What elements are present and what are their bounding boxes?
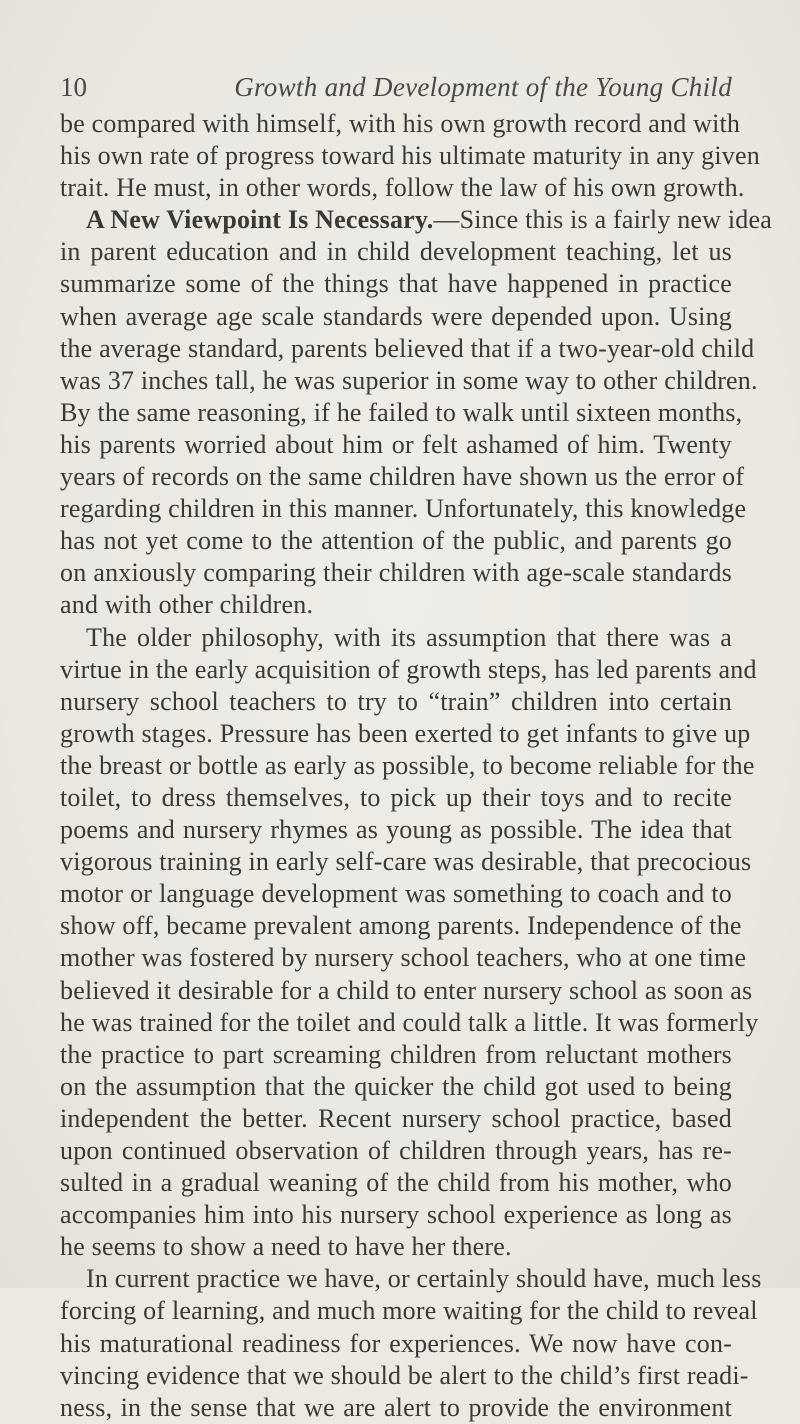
text-line: vincing evidence that we should be alert to the child’s first readi- bbox=[60, 1360, 749, 1390]
text-line: motor or language development was something to coach and to bbox=[60, 879, 732, 909]
text-line: show off, became prevalent among parents. Independence of the bbox=[60, 911, 742, 941]
text-line: on anxiously comparing their children with age-scale standards bbox=[60, 558, 732, 588]
text-line-continuation: —Since this is a fairly new idea bbox=[433, 205, 772, 235]
text-line: the average standard, parents believed that if a two-year-old child bbox=[60, 333, 755, 363]
text-line: mother was fostered by nursery school teachers, who at one time bbox=[60, 943, 747, 973]
text-line: The older philosophy, with its assumption that there was a bbox=[86, 622, 732, 652]
text-line: and with other children. bbox=[60, 590, 314, 620]
text-line: trait. He must, in other words, follow the law of his own growth. bbox=[60, 173, 745, 203]
text-line: in parent education and in child development teaching, let us bbox=[60, 237, 732, 267]
running-head bbox=[60, 70, 732, 104]
text-line: years of records on the same children have shown us the error of bbox=[60, 462, 745, 492]
text-line: virtue in the early acquisition of growth steps, has led parents and bbox=[60, 654, 757, 684]
text-line: In current practice we have, or certainly should have, much less bbox=[86, 1264, 762, 1294]
text-line: the practice to part screaming children from reluctant mothers bbox=[60, 1039, 732, 1069]
text-line: sulted in a gradual weaning of the child from his mother, who bbox=[60, 1168, 732, 1198]
body-text bbox=[60, 108, 772, 1424]
text-line: his parents worried about him or felt ashamed of him. Twenty bbox=[60, 429, 732, 459]
text-line: on the assumption that the quicker the child got used to being bbox=[60, 1071, 732, 1101]
text-line bbox=[60, 204, 772, 236]
text-line: his maturational readiness for experiences. We now have con- bbox=[60, 1328, 732, 1358]
text-line: ness, in the sense that we are alert to provide the environment bbox=[60, 1392, 732, 1422]
text-line: summarize some of the things that have happened in practice bbox=[60, 269, 732, 299]
page-number: 10 bbox=[60, 72, 87, 102]
text-line: growth stages. Pressure has been exerted to get infants to give up bbox=[60, 718, 751, 748]
text-line: regarding children in this manner. Unfortunately, this knowledge bbox=[60, 494, 747, 524]
text-line: believed it desirable for a child to enter nursery school as soon as bbox=[60, 975, 753, 1005]
text-line: independent the better. Recent nursery school practice, based bbox=[60, 1103, 732, 1133]
text-line: vigorous training in early self-care was desirable, that precocious bbox=[60, 847, 752, 877]
text-line: By the same reasoning, if he failed to walk until sixteen months, bbox=[60, 397, 743, 427]
text-line: has not yet come to the attention of the public, and parents go bbox=[60, 526, 732, 556]
text-line: when average age scale standards were depended upon. Using bbox=[60, 301, 732, 331]
text-line: was 37 inches tall, he was superior in some way to other children. bbox=[60, 365, 758, 395]
text-line: toilet, to dress themselves, to pick up their toys and to recite bbox=[60, 782, 732, 812]
text-line: his own rate of progress toward his ultimate maturity in any given bbox=[60, 141, 760, 171]
section-run-in-heading: A New Viewpoint Is Necessary. bbox=[86, 205, 434, 235]
text-line: nursery school teachers to try to “train” children into certain bbox=[60, 686, 732, 716]
text-line: be compared with himself, with his own growth record and with bbox=[60, 109, 741, 138]
text-line: poems and nursery rhymes as young as possible. The idea that bbox=[60, 815, 732, 845]
text-line: he was trained for the toilet and could talk a little. It was formerly bbox=[60, 1007, 759, 1037]
text-line: accompanies him into his nursery school experience as long as bbox=[60, 1200, 732, 1230]
text-line: upon continued observation of children through years, has re- bbox=[60, 1136, 732, 1165]
running-title: Growth and Development of the Young Child bbox=[234, 72, 732, 102]
text-line: forcing of learning, and much more waiting for the child to reveal bbox=[60, 1296, 758, 1326]
text-line: he seems to show a need to have her there. bbox=[60, 1232, 512, 1262]
text-line: the breast or bottle as early as possible, to become reliable for the bbox=[60, 750, 755, 780]
